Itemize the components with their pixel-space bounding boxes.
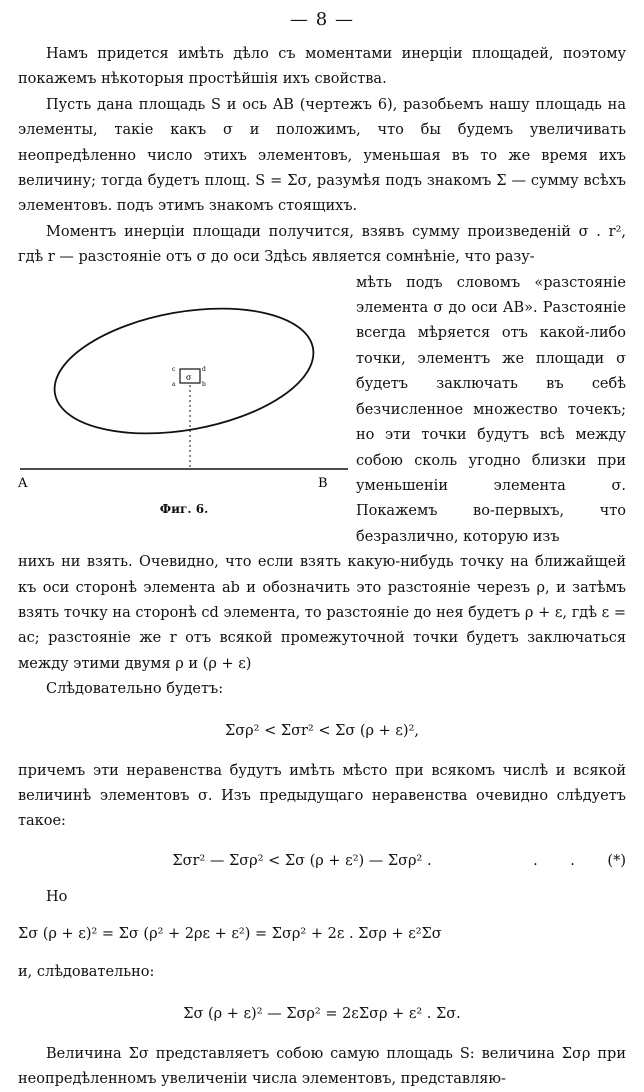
- formula-result: Σσ (ρ + ε)² — Σσρ² = 2εΣσρ + ε² . Σσ.: [183, 1005, 461, 1022]
- axis-b-label: B: [318, 475, 328, 491]
- formula-number: (*): [607, 852, 626, 869]
- document-page: [18, 0, 626, 1087]
- figure-6: [18, 275, 350, 539]
- paragraph-therefore: Слѣдовательно будетъ:: [46, 681, 224, 698]
- paragraph-magnitude: Величина Σσ представляетъ собою самую площадь S: величина Σσρ при неопредѣленномъ увеличеніи числа элементовъ, представляю-: [18, 1045, 626, 1087]
- paragraph-but: Но: [46, 888, 68, 905]
- corner-b-label: b: [202, 380, 206, 388]
- formula-expansion: Σσ (ρ + ε)² = Σσ (ρ² + 2ρε + ε²) = Σσρ² + 2ε . Σσρ + ε²Σσ: [18, 926, 442, 943]
- paragraph-area-definition: Пусть дана площадь S и ось AB (чертежъ 6), разобьемъ нашу площадь на элементы, такіе какъ σ и положимъ, что бы будемъ увеличивать неопредѣленно число этихъ элементовъ, уменьшая въ то же время ихъ величину; тогда будетъ площ. S = Σσ, разумѣя подъ знакомъ Σ — сумму всѣхъ элементовъ. подъ этимъ знакомъ стоящихъ.: [18, 96, 626, 215]
- corner-c-label: c: [172, 365, 176, 373]
- figure-diagram: [18, 275, 350, 499]
- paragraph-consequently: и, слѣдовательно:: [18, 964, 155, 981]
- axis-a-label: A: [18, 475, 28, 491]
- formula-difference: [18, 847, 626, 875]
- formula-difference-dots: . .: [533, 852, 589, 869]
- paragraph-distance-side: мѣть подъ словомъ «разстояніе элемента σ до оси AB». Разстояніе всегда мѣряется отъ какой-либо точки, элементъ же площади σ будетъ заключать въ себѣ безчисленное множество точекъ; но эти точки будутъ всѣ между собою сколь угодно близки при уменьшеніи элемента σ. Покажемъ во-первыхъ, что безразлично, которую изъ: [356, 274, 626, 545]
- paragraph-intro: Намъ придется имѣть дѣло съ моментами инерціи площадей, поэтому покажемъ нѣкоторыя простѣйшія ихъ свойства.: [18, 46, 626, 88]
- area-ellipse: [45, 290, 324, 452]
- page-number: — 8 —: [290, 9, 354, 30]
- formula-difference-expression: Σσr² — Σσρ² < Σσ (ρ + ε²) — Σσρ² .: [172, 852, 432, 869]
- paragraph-distance-rest: нихъ ни взять. Очевидно, что если взять какую-нибудь точку на ближайщей къ оси сторонѣ элемента ab и обозначить это разстояніе черезъ ρ, и затѣмъ взять точку на сторонѣ cd элемента, то разстояніе до нея будетъ ρ + ε, гдѣ ε = ac; разстояніе же r отъ всякой промежуточной точки будетъ заключаться между этими двумя ρ и (ρ + ε): [18, 554, 626, 672]
- element-sigma-label: σ: [186, 372, 192, 382]
- formula-inequality: Σσρ² < Σσr² < Σσ (ρ + ε)²,: [224, 722, 419, 739]
- corner-d-label: d: [202, 365, 206, 373]
- paragraph-moment-of-inertia: Моментъ инерціи площади получится, взявъ сумму произведеній σ . r², гдѣ r — разстояніе отъ σ до оси Здѣсь является сомнѣніе, что разу-: [18, 223, 626, 266]
- corner-a-label: a: [172, 380, 176, 388]
- paragraph-inequality-note: причемъ эти неравенства будутъ имѣть мѣсто при всякомъ числѣ и всякой величинѣ элементовъ σ. Изъ предыдущаго неравенства очевидно слѣдуетъ такое:: [18, 762, 626, 830]
- figure-caption: Фиг. 6.: [159, 501, 209, 516]
